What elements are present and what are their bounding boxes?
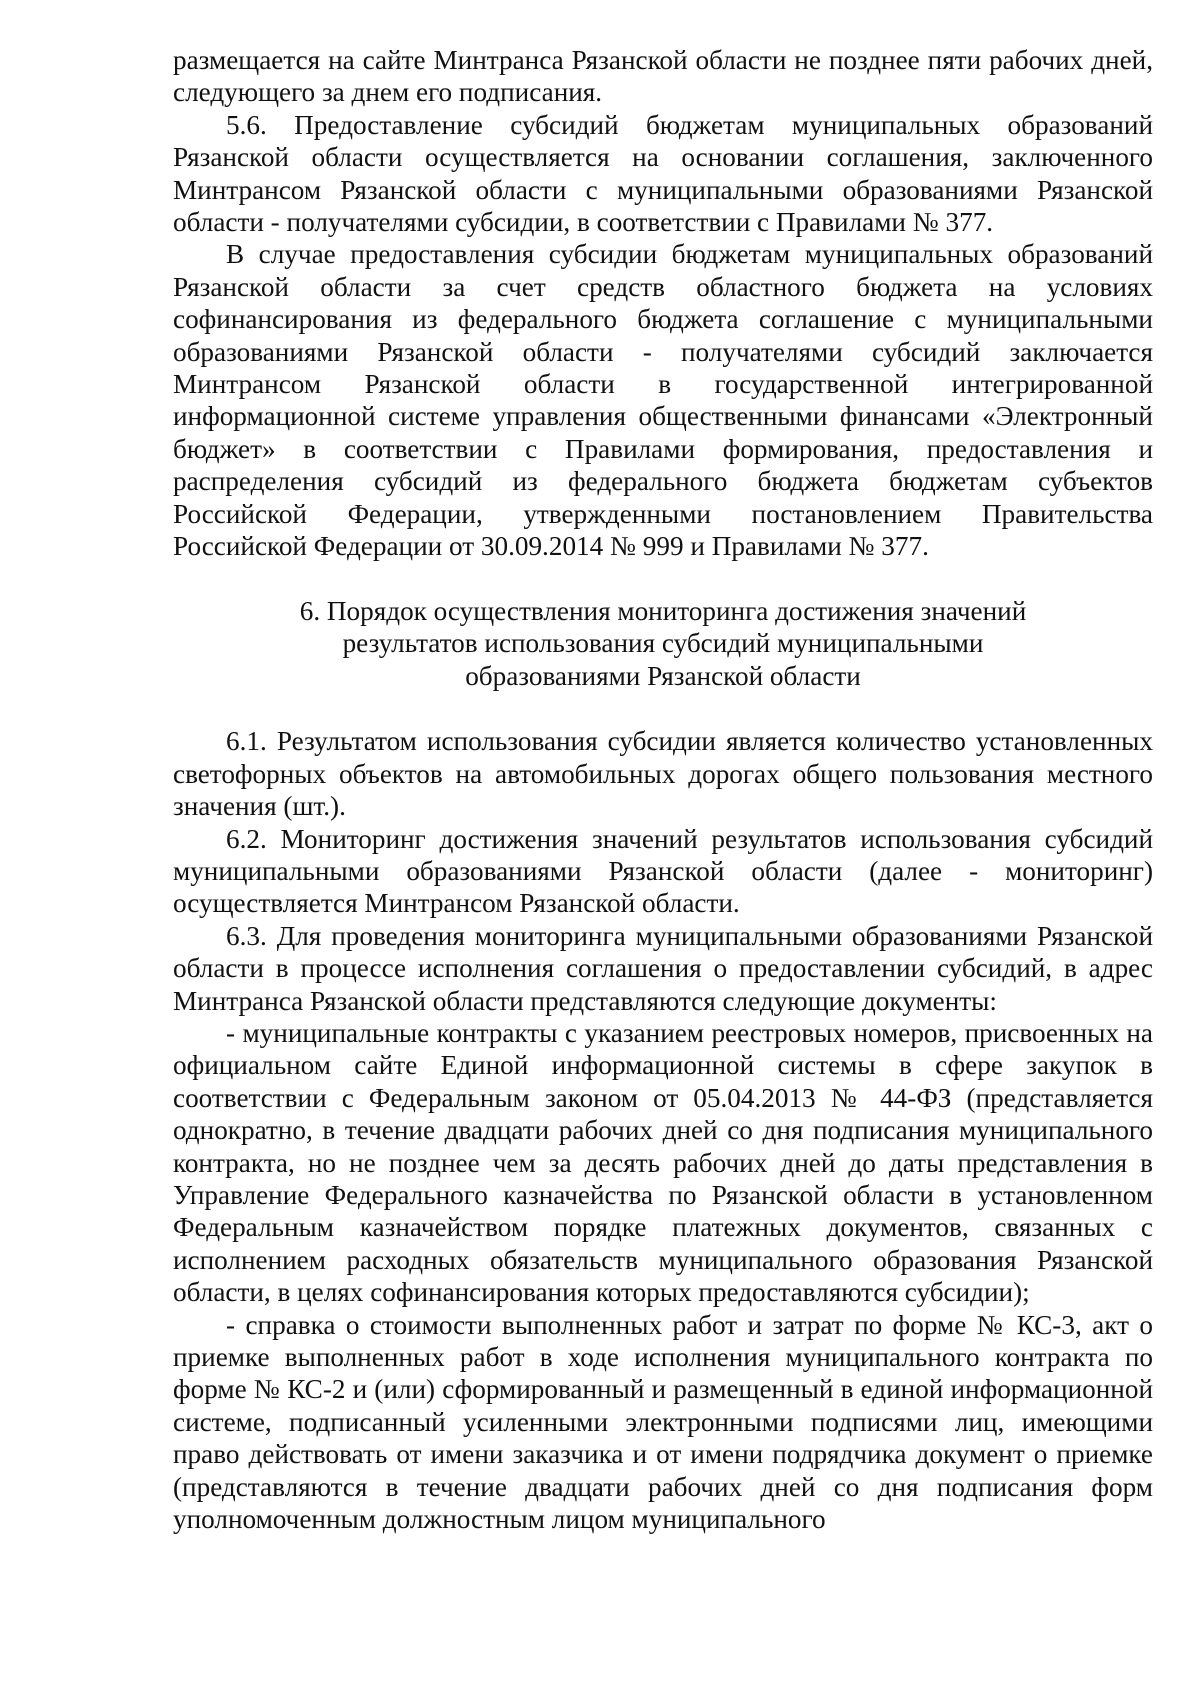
paragraph-6-2: 6.2. Мониторинг достижения значений результатов использования субсидий муниципальными образованиями Рязанской области (далее - мониторинг) осуществляется Минтрансом Рязанской области.: [173, 823, 1153, 919]
document-page: [173, 44, 1153, 1535]
section-heading-line: 6. Порядок осуществления мониторинга достижения значений: [299, 595, 1027, 626]
paragraph-6-1: 6.1. Результатом использования субсидии является количество установленных светофорных объектов на автомобильных дорогах общего пользования местного значения (шт.).: [173, 726, 1153, 822]
paragraph-continuation: размещается на сайте Минтранса Рязанской области не позднее пяти рабочих дней, следующего за днем его подписания.: [173, 45, 1153, 108]
section-6-heading: [173, 595, 1153, 693]
paragraph-6-3: 6.3. Для проведения мониторинга муниципальными образованиями Рязанской области в процессе исполнения соглашения о предоставлении субсидий, в адрес Минтранса Рязанской области представляются следующие документы:: [173, 920, 1153, 1016]
paragraph-5-6: 5.6. Предоставление субсидий бюджетам муниципальных образований Рязанской области осуществляется на основании соглашения, заключенного Минтрансом Рязанской области с муниципальными образованиями Рязанской области - получателями субсидии, в соответствии с Правилами № 377.: [173, 109, 1153, 238]
section-heading-line: образованиями Рязанской области: [465, 660, 861, 691]
paragraph-6-3-list-item: - справка о стоимости выполненных работ и затрат по форме № КС-3, акт о приемке выполненных работ в ходе исполнения муниципального контракта по форме № КС-2 и (или) сформированный и размещенный в единой информационной системе, подписанный усиленными электронными подписями лиц, имеющими право действовать от имени заказчика и от имени подрядчика документ о приемке (представляются в течение двадцати рабочих дней со дня подписания форм уполномоченным должностным лицом муниципального: [173, 1309, 1153, 1535]
paragraph-6-3-list-item: - муниципальные контракты с указанием реестровых номеров, присвоенных на официальном сайте Единой информационной системы в сфере закупок в соответствии с Федеральным законом от 05.04.2013 № 44-ФЗ (представляется однократно, в течение двадцати рабочих дней со дня подписания муниципального контракта, но не позднее чем за десять рабочих дней до даты представления в Управление Федерального казначейства по Рязанской области в установленном Федеральным казначейством порядке платежных документов, связанных с исполнением расходных обязательств муниципального образования Рязанской области, в целях софинансирования которых предоставляются субсидии);: [173, 1017, 1153, 1308]
section-heading-line: результатов использования субсидий муниципальными: [342, 628, 984, 659]
paragraph-5-6-continued: В случае предоставления субсидии бюджетам муниципальных образований Рязанской области за счет средств областного бюджета на условиях софинансирования из федерального бюджета соглашение с муниципальными образованиями Рязанской области - получателями субсидий заключается Минтрансом Рязанской области в государственной интегрированной информационной системе управления общественными финансами «Электронный бюджет» в соответствии с Правилами формирования, предоставления и распределения субсидий из федерального бюджета бюджетам субъектов Российской Федерации, утвержденными постановлением Правительства Российской Федерации от 30.09.2014 № 999 и Правилами № 377.: [173, 239, 1153, 562]
